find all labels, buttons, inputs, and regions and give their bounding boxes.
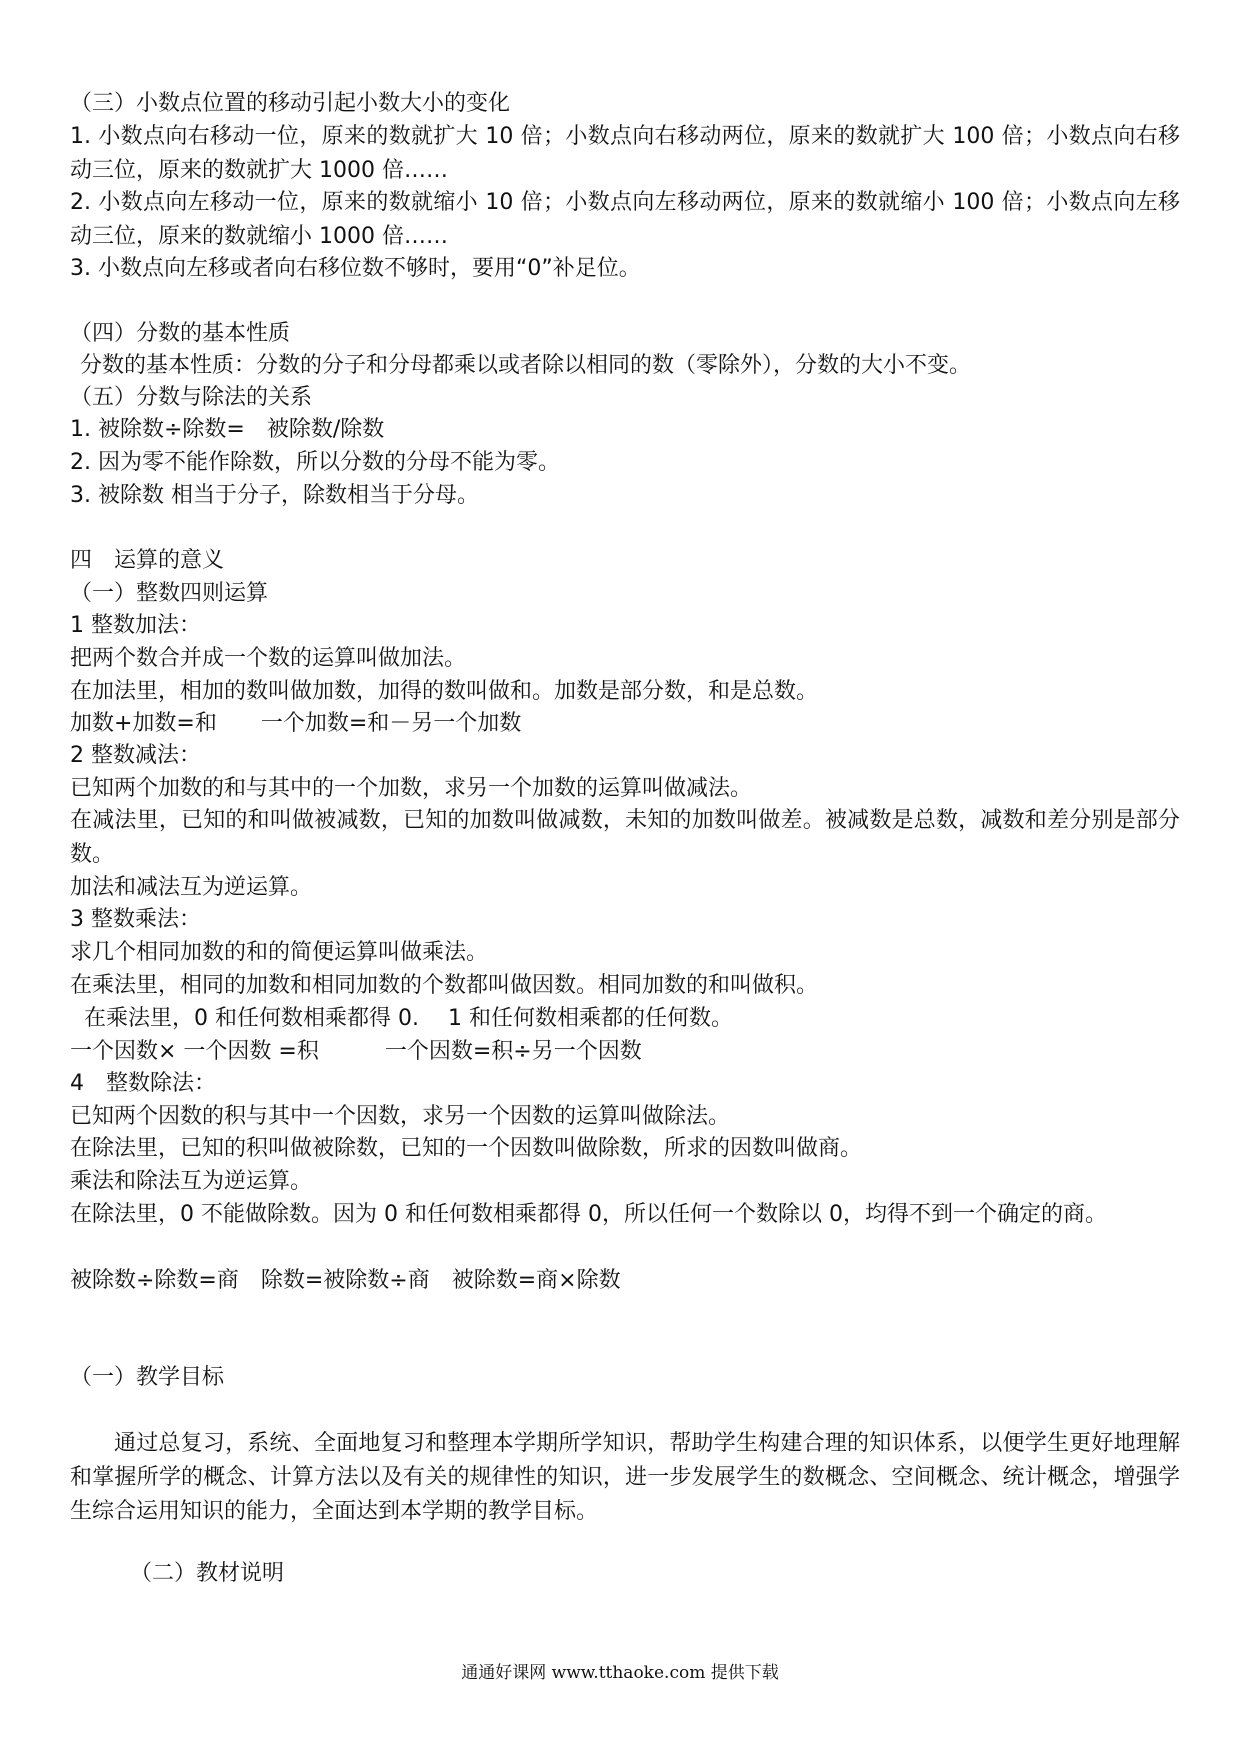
goals-body: 通过总复习，系统、全面地复习和整理本学期所学知识，帮助学生构建合理的知识体系，以便学生更好地理解和掌握所学的概念、计算方法以及有关的规律性的知识，进一步发展学生的数概念、空间概念、统计概念，增强学生综合运用知识的能力，全面达到本学期的教学目标。	[70, 1431, 1180, 1524]
section-3-item-2: 2. 小数点向左移动一位，原来的数就缩小 10 倍；小数点向左移动两位，原来的数就缩小 100 倍；小数点向左移动三位，原来的数就缩小 1000 倍……	[70, 190, 1180, 249]
division-line-2: 在除法里，已知的积叫做被除数，已知的一个因数叫做除数，所求的因数叫做商。	[70, 1136, 863, 1161]
section-5-title: （五）分数与除法的关系	[70, 385, 313, 410]
subtraction-line-1: 已知两个加数的和与其中的一个加数，求另一个加数的运算叫做减法。	[70, 776, 753, 801]
goals-title: （一）教学目标	[70, 1365, 225, 1390]
section-5-item-1: 1. 被除数÷除数= 被除数/除数	[70, 417, 385, 442]
division-line-1: 已知两个因数的积与其中一个因数，求另一个因数的运算叫做除法。	[70, 1104, 731, 1129]
page-footer: 通通好课网 www.tthaoke.com 提供下载	[461, 1663, 779, 1683]
section-3-item-3: 3. 小数点向左移或者向右移位数不够时，要用“0”补足位。	[70, 256, 641, 281]
subtraction-line-3: 加法和减法互为逆运算。	[70, 875, 313, 900]
multiplication-line-4: 一个因数× 一个因数 =积 一个因数=积÷另一个因数	[70, 1039, 642, 1064]
multiplication-line-1: 求几个相同加数的和的简便运算叫做乘法。	[70, 940, 489, 965]
addition-title: 1 整数加法：	[70, 613, 201, 638]
subtraction-line-2: 在减法里，已知的和叫做被减数，已知的加数叫做减数，未知的加数叫做差。被减数是总数，减数和差分别是部分数。	[70, 808, 1180, 867]
section-5-item-2: 2. 因为零不能作除数，所以分数的分母不能为零。	[70, 450, 560, 475]
division-line-5: 被除数÷除数=商 除数=被除数÷商 被除数=商×除数	[70, 1268, 621, 1293]
section-3-item-1: 1. 小数点向右移动一位，原来的数就扩大 10 倍；小数点向右移动两位，原来的数就扩大 100 倍；小数点向右移动三位，原来的数就扩大 1000 倍……	[70, 124, 1180, 183]
multiplication-line-2: 在乘法里，相同的加数和相同加数的个数都叫做因数。相同加数的和叫做积。	[70, 973, 819, 998]
section-4-body: 分数的基本性质：分数的分子和分母都乘以或者除以相同的数（零除外），分数的大小不变。	[80, 353, 972, 378]
section-3-title: （三）小数点位置的移动引起小数大小的变化	[70, 91, 511, 116]
multiplication-title: 3 整数乘法：	[70, 907, 201, 932]
section-4-title: （四）分数的基本性质	[70, 321, 291, 346]
division-line-4: 在除法里，0 不能做除数。因为 0 和任何数相乘都得 0，所以任何一个数除以 0，均得不到一个确定的商。	[70, 1202, 1107, 1227]
addition-line-3: 加数+加数=和 一个加数=和－另一个加数	[70, 711, 522, 736]
chapter-4-title: 四 运算的意义	[70, 548, 225, 573]
addition-line-1: 把两个数合并成一个数的运算叫做加法。	[70, 646, 467, 671]
section-5-item-3: 3. 被除数 相当于分子，除数相当于分母。	[70, 483, 479, 508]
materials-title: （二）教材说明	[130, 1561, 285, 1586]
chapter-4-sub-1: （一）整数四则运算	[70, 581, 269, 606]
subtraction-title: 2 整数减法：	[70, 743, 201, 768]
addition-line-2: 在加法里，相加的数叫做加数，加得的数叫做和。加数是部分数，和是总数。	[70, 679, 819, 704]
multiplication-line-3: 在乘法里，0 和任何数相乘都得 0. 1 和任何数相乘都的任何数。	[84, 1006, 733, 1031]
division-title: 4 整数除法：	[70, 1071, 216, 1096]
division-line-3: 乘法和除法互为逆运算。	[70, 1169, 313, 1194]
